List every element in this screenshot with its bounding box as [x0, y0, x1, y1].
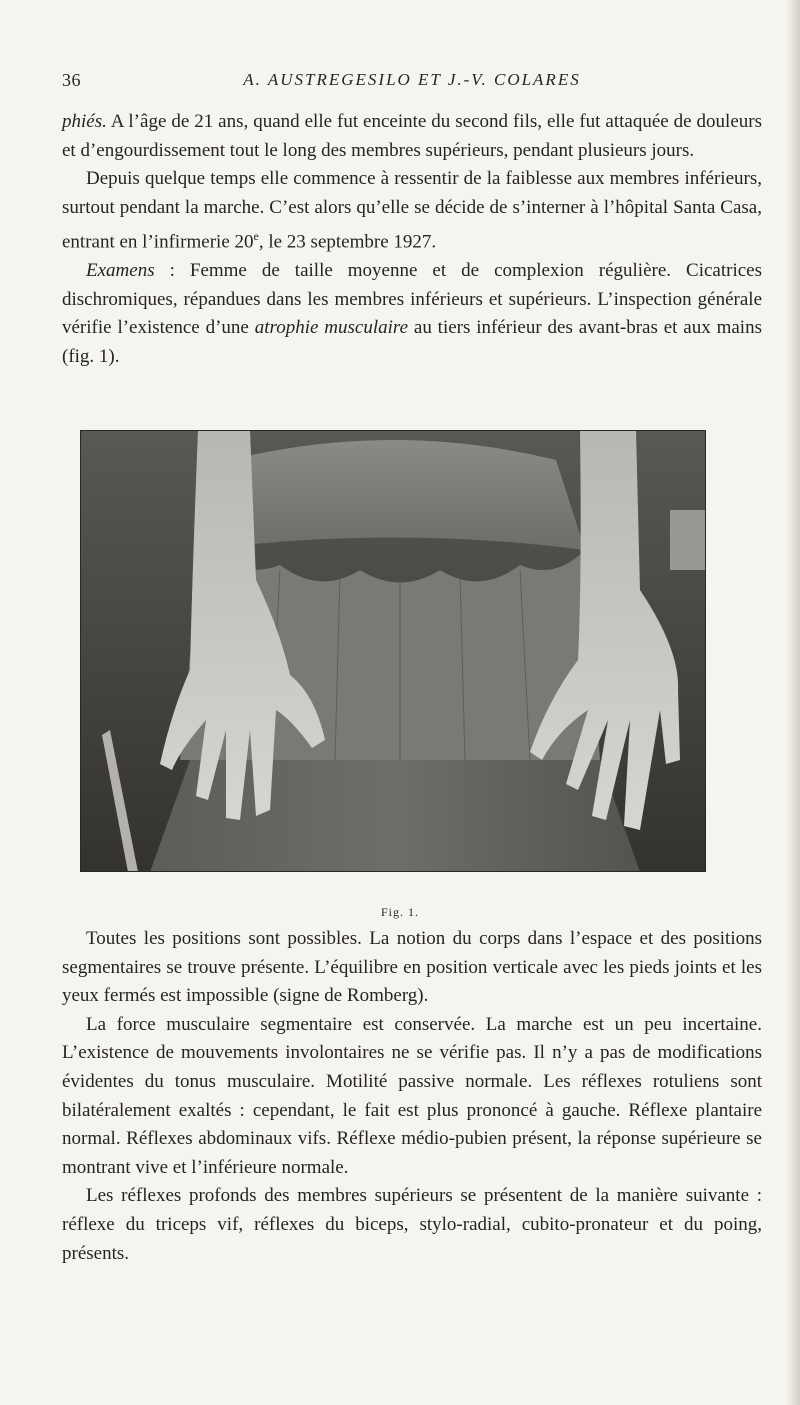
superscript: e [253, 229, 259, 244]
hands-photo-illustration [80, 430, 706, 872]
paragraph: La force musculaire segmentaire est conservée. La marche est un peu incertaine. L’existence de mouvements involontaires ne se vérifie pas. Il n’y a pas de modifications évidentes du tonus musculaire. Motilité passive normale. Les réflexes rotuliens sont bilatéralement exaltés : cependant, le fait est plus prononcé à gauche. Réflexe plantaire normal. Réflexes abdominaux vifs. Réflexe médio-pubien présent, la réponse supérieure se montrant vive et l’inférieure normale. [62, 1013, 762, 1178]
text-run: au tiers inférieur des avant-bras et aux mains (fig. 1). [62, 317, 762, 368]
bottom-text-block [62, 925, 762, 1268]
italic-run: Examens [86, 260, 155, 282]
text-run: , le 23 septembre 1927. [258, 231, 437, 253]
italic-run: phiés. [62, 111, 107, 132]
page-edge-shadow [786, 0, 800, 1405]
page-header [62, 70, 762, 96]
running-head: A. AUSTREGESILO ET J.-V. COLARES [243, 70, 581, 89]
page-number: 36 [62, 70, 81, 90]
paragraph: Toutes les positions sont possibles. La notion du corps dans l’espace et des positions segmentaires se trouve présente. L’équilibre en position verticale avec les pieds joints et les yeux fermés est impossible (signe de Romberg). [62, 928, 762, 1007]
paragraph [62, 108, 762, 165]
text-run: Depuis quelque temps elle commence à ressentir de la faiblesse aux membres inférieurs, surtout pendant la marche. C’est alors qu’elle se décide de s’interner à l’hôpital Santa Casa, entrant en l’infirmerie 20 [62, 168, 762, 253]
top-text-block [62, 108, 762, 372]
chair-back [200, 440, 585, 550]
paragraph [62, 165, 762, 257]
paragraph: Les réflexes profonds des membres supérieurs se présentent de la manière suivante : réflexe du triceps vif, réflexes du biceps, stylo-radial, cubito-pronateur et du poing, présents. [62, 1185, 762, 1264]
italic-run: atrophie musculaire [254, 317, 409, 339]
text-run: A l’âge de 21 ans, quand elle fut enceinte du second fils, elle fut attaquée de douleurs et d’engourdissement tout le long des membres supérieurs, pendant plusieurs jours. [62, 111, 762, 161]
figure-caption: Fig. 1. [380, 905, 419, 919]
chair-seat [150, 760, 640, 872]
paragraph [62, 257, 762, 371]
figure-photograph-hands [80, 430, 706, 872]
text-run: : Femme de taille moyenne et de complexion régulière. Cicatrices dischromiques, répandues dans les membres inférieurs et supérieurs. L’inspection générale vérifie l’existence d’une [62, 260, 762, 339]
